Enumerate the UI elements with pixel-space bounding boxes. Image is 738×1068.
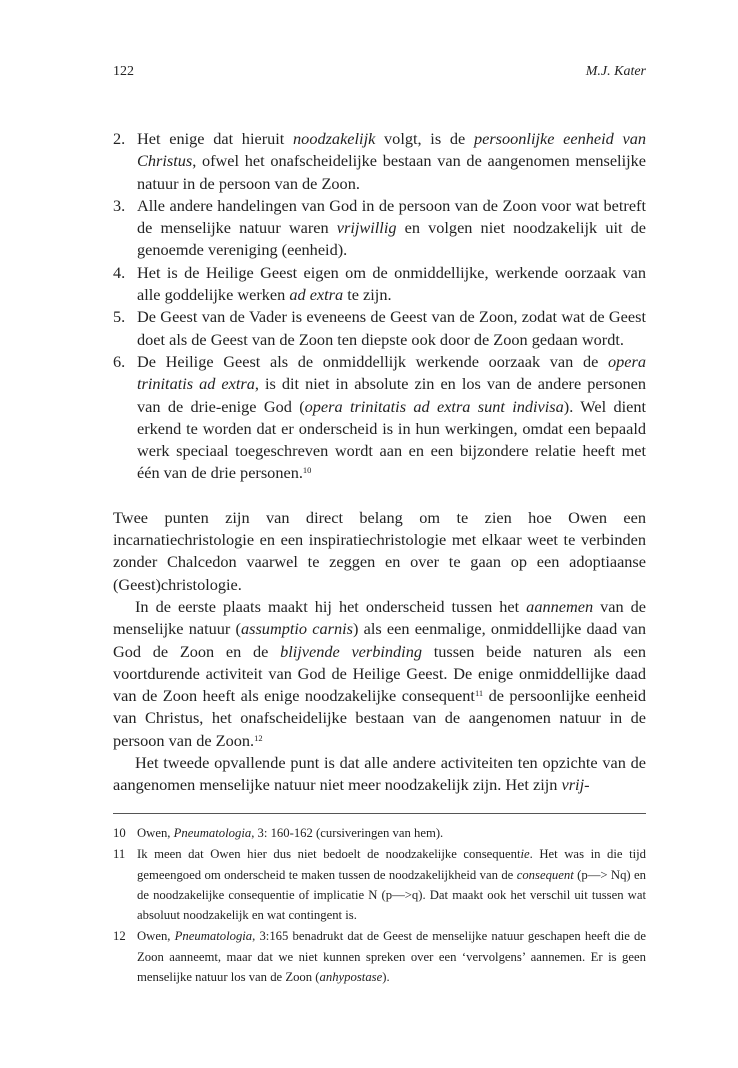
- footnotes: [113, 823, 646, 988]
- italic-text: aannemen: [526, 596, 594, 616]
- paragraph: [113, 507, 646, 596]
- text-run: ).: [382, 970, 390, 985]
- text-run: volgt, is de: [375, 129, 474, 148]
- text-run: , 3:165 benadrukt dat de Geest de menselijke natuur geschapen heeft die de Zoon aanneemt, maar dat we niet kunnen spreken over een ‘vervolgens’ aannemen. Er is geen menselijke natuur los van de Zoon (: [137, 929, 647, 985]
- footnote-rule: [113, 813, 646, 814]
- text-run: De Heilige Geest als de onmiddellijk werkende oorzaak van de: [137, 351, 609, 371]
- italic-text: ie: [520, 847, 530, 862]
- body-paragraphs: [113, 507, 646, 797]
- italic-text: consequent: [516, 867, 574, 882]
- body-text: [113, 128, 646, 797]
- text-run: de persoonlijke eenheid van Christus, het onafscheidelijke bestaan van de aangenomen natuur in de persoon van de Zoon.: [113, 686, 646, 750]
- italic-text: vrij-: [561, 775, 590, 795]
- text-run: ) als een eenmalige, onmiddellijke daad van God de Zoon en de: [113, 619, 646, 661]
- paragraph: [113, 596, 646, 752]
- list-item: [113, 128, 646, 195]
- footnote: [113, 926, 646, 987]
- footnote-number: 11: [113, 847, 126, 862]
- italic-text: opera trinitatis ad extra: [137, 351, 646, 394]
- text-run: . Het was in die tijd gemeengoed om onderscheid te maken tussen de noodzakelijkheid van de: [137, 847, 646, 882]
- text-run: , is dit niet in absolute zin en los van de andere personen van de drie-enige God (: [137, 374, 646, 416]
- list-item: [113, 195, 646, 262]
- text-run: , 3: 160-162 (cursiveringen van hem).: [251, 826, 444, 840]
- list-number: 2.: [113, 129, 126, 148]
- text-run: Owen,: [137, 826, 174, 840]
- text-run: Het is de Heilige Geest eigen om de onmiddellijke, werkende oorzaak van alle goddelijke werken: [137, 262, 646, 305]
- italic-text: persoonlijke eenheid van Christus: [137, 129, 647, 171]
- list-number: 4.: [113, 262, 126, 282]
- running-head: [113, 64, 646, 80]
- footnote-number: 12: [113, 929, 126, 944]
- footnote-ref: 10: [302, 465, 312, 476]
- text-run: tussen beide naturen als een voortdurende activiteit van God de Heilige Geest. De enige onmiddellijke daad van de Zoon heeft als enige noodzakelijke consequent: [113, 641, 646, 706]
- italic-text: vrijwillig: [336, 218, 397, 238]
- list-number: 3.: [113, 195, 126, 215]
- text-run: van de menselijke natuur (: [113, 596, 647, 639]
- numbered-list: [113, 128, 646, 485]
- footnote-ref: 12: [254, 732, 263, 743]
- italic-text: assumptio carnis: [240, 619, 353, 639]
- footnote: [113, 823, 646, 843]
- list-item: [113, 306, 646, 351]
- italic-text: Pneumatologia: [174, 929, 253, 944]
- spacer: [113, 485, 646, 507]
- italic-text: opera trinitatis ad extra sunt indivisa: [304, 396, 564, 416]
- footnote-ref: 11: [474, 688, 484, 699]
- paragraph: [113, 752, 646, 797]
- list-item: [113, 351, 646, 485]
- list-number: 5.: [113, 307, 126, 327]
- text-run: (p—> Nq) en de noodzakelijke consequentie of implicatie N (p—>q). Dat maakt ook het verschil uit tussen wat absoluut noodzakelijk en wat contingent is.: [137, 867, 646, 923]
- italic-text: blijvende verbinding: [280, 641, 422, 661]
- text-run: Het enige dat hieruit: [137, 129, 294, 148]
- text-run: Ik meen dat Owen hier dus niet bedoelt de noodzakelijke consequent: [137, 847, 521, 862]
- running-head-author: M.J. Kater: [585, 64, 646, 79]
- page-number: 122: [113, 64, 134, 79]
- italic-text: Pneumatologia: [173, 826, 252, 840]
- list-item: [113, 262, 646, 307]
- text-run: en volgen niet noodzakelijk uit de genoemde vereniging (eenheid).: [137, 218, 647, 260]
- text-run: te zijn.: [343, 285, 392, 305]
- footnote-number: 10: [113, 826, 126, 840]
- text-run: Het tweede opvallende punt is dat alle andere activiteiten ten opzichte van de aangenomen menselijke natuur niet meer noodzakelijk zijn. Het zijn: [113, 753, 646, 795]
- italic-text: anhypostase: [319, 970, 383, 985]
- text-run: In de eerste plaats maakt hij het onderscheid tussen het: [135, 596, 527, 616]
- text-run: Owen,: [137, 929, 175, 944]
- text-run: , ofwel het onafscheidelijke bestaan van de aangenomen menselijke natuur in de persoon van de Zoon.: [137, 151, 646, 193]
- text-run: Twee punten zijn van direct belang om te zien hoe Owen een incarnatiechristologie en een inspiratiechristologie met elkaar weet te verbinden zonder Chalcedon vaarwel te zeggen en over te gaan op een adoptiaanse (Geest)christologie.: [113, 507, 646, 594]
- text-run: De Geest van de Vader is eveneens de Geest van de Zoon, zodat wat de Geest doet als de Geest van de Zoon ten diepste ook door de Zoon gedaan wordt.: [137, 307, 646, 349]
- text-run: ). Wel dient erkend te worden dat er onderscheid is in hun werkingen, omdat een bepaald werk speciaal toegeschreven wordt aan en een bijzondere relatie heeft met één van de drie personen.: [137, 396, 646, 483]
- text-run: Alle andere handelingen van God in de persoon van de Zoon voor wat betreft de menselijke natuur waren: [137, 195, 646, 238]
- italic-text: ad extra: [289, 285, 344, 305]
- italic-text: noodzakelijk: [293, 129, 376, 148]
- footnote: [113, 844, 646, 925]
- list-number: 6.: [113, 351, 126, 371]
